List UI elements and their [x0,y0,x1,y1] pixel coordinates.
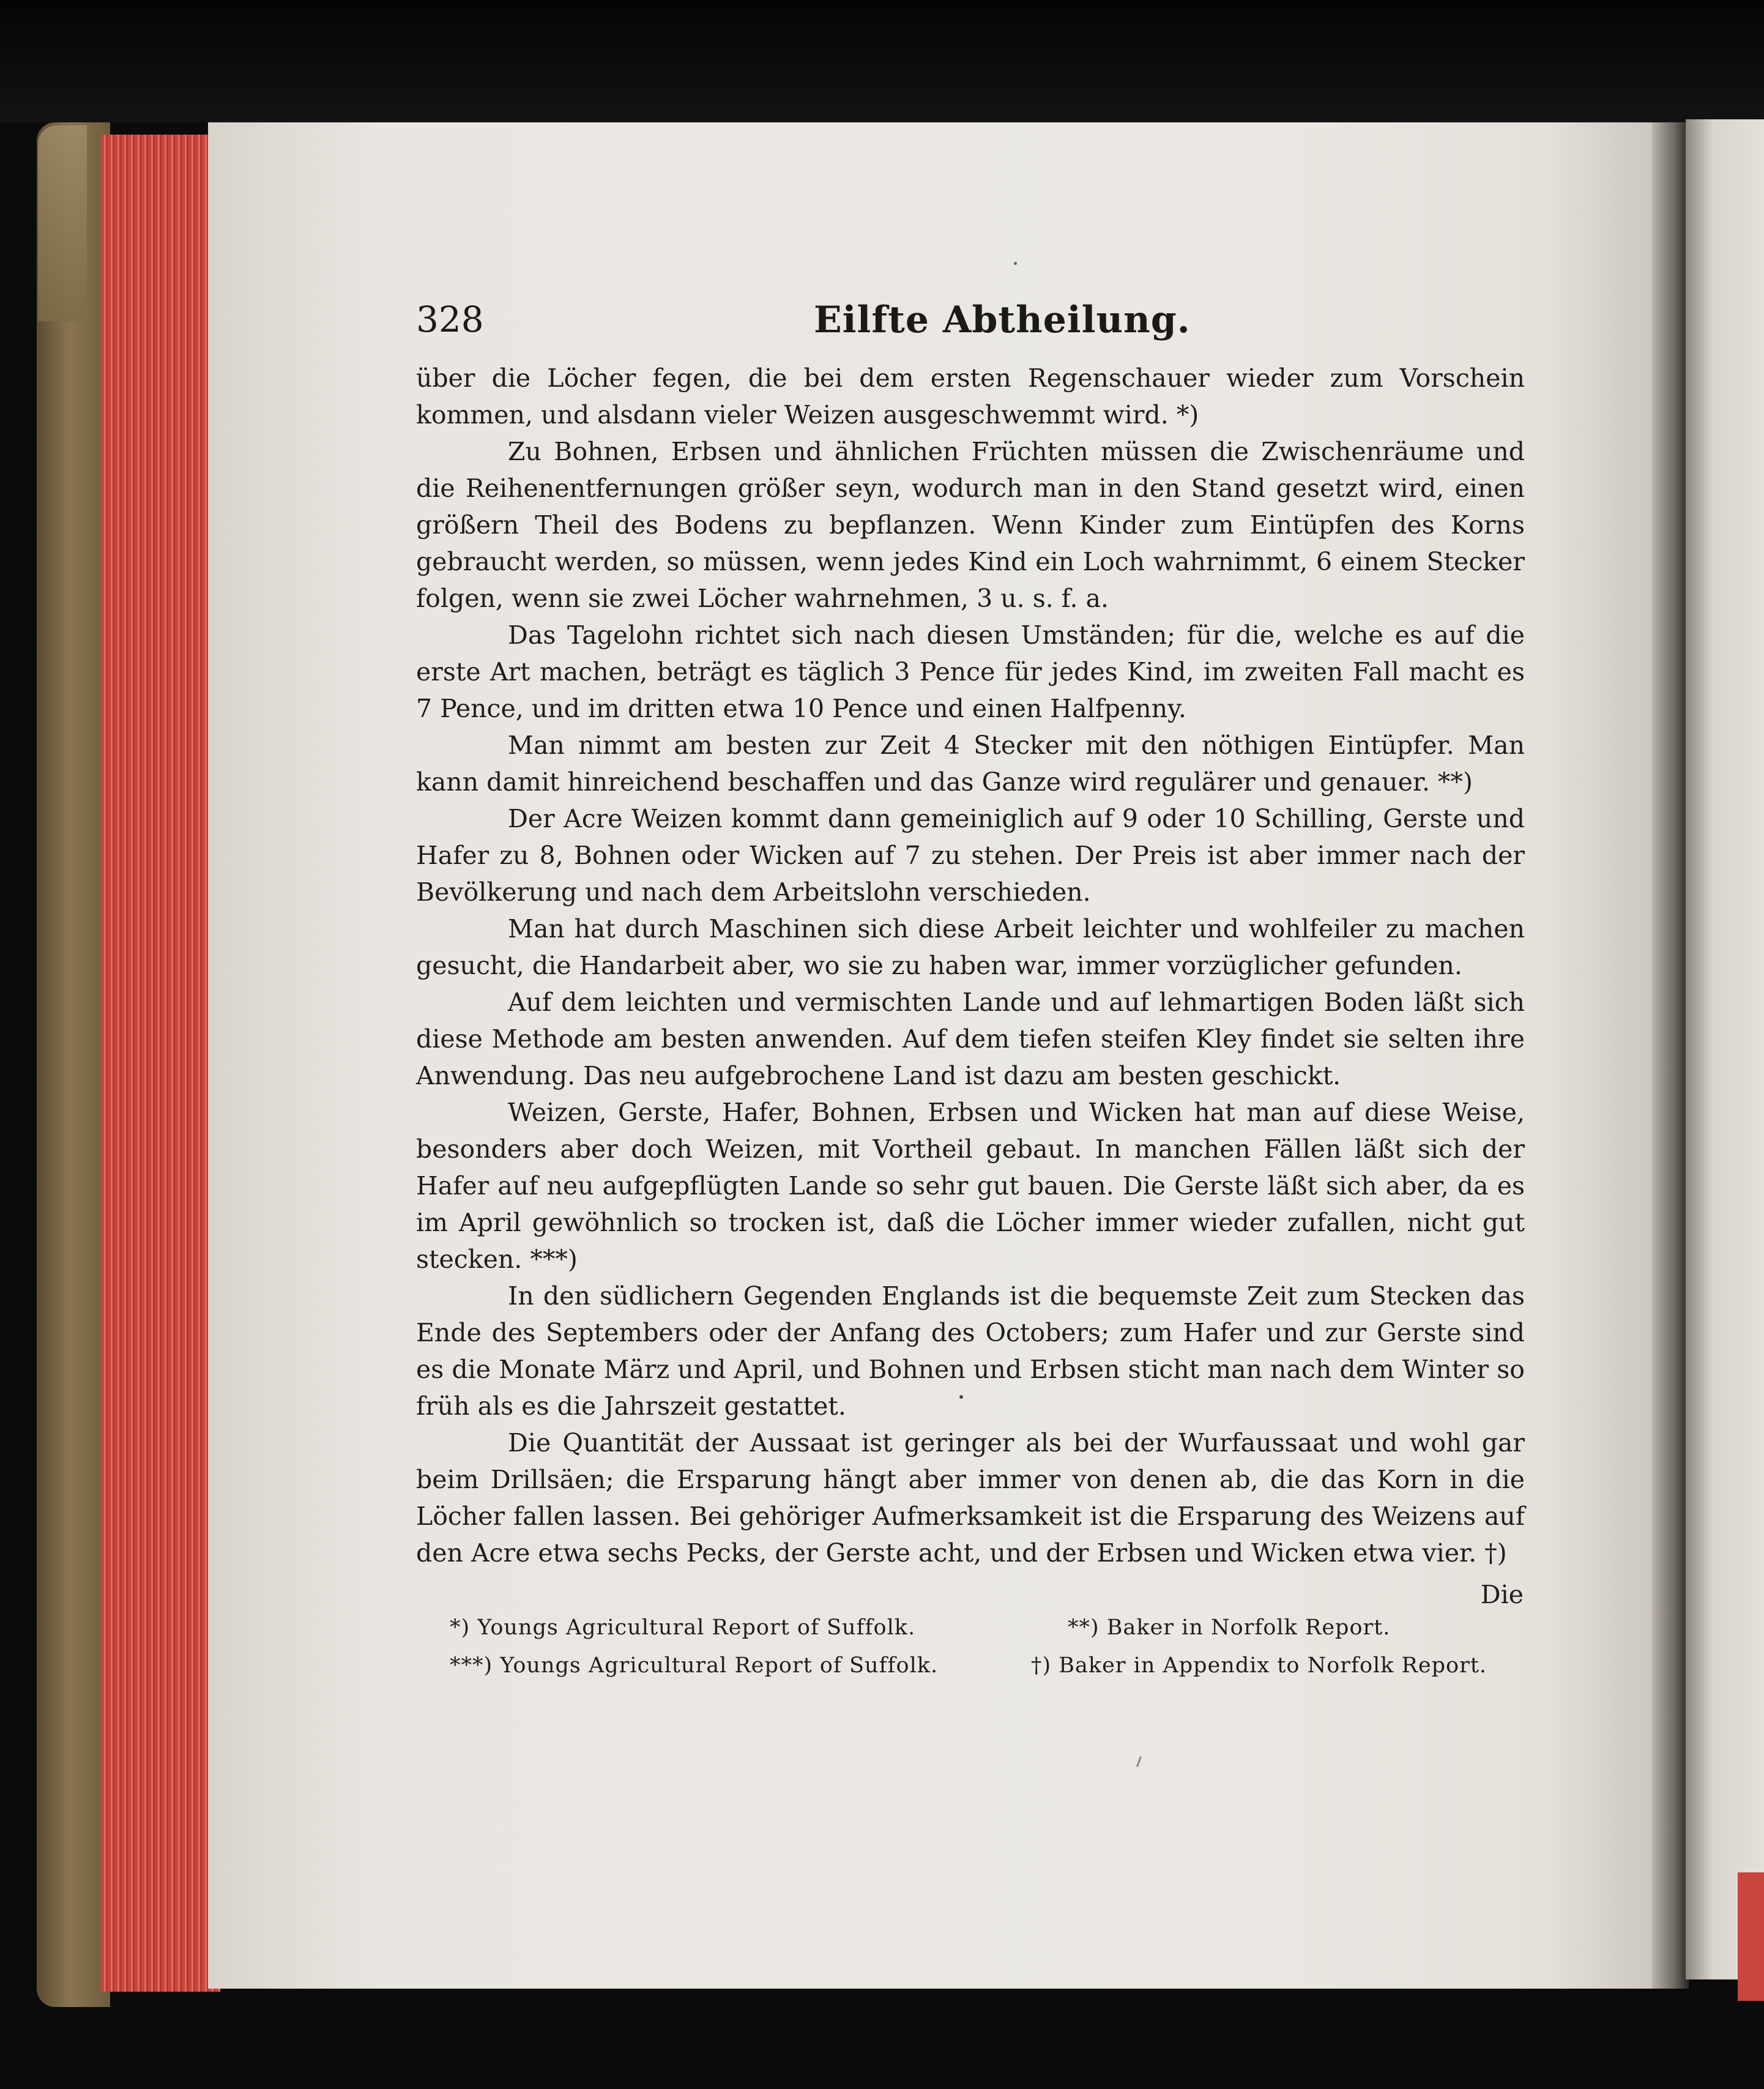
page-header [416,299,1517,354]
spine-wear [38,125,87,321]
paragraph: Man nimmt am besten zur Zeit 4 Stecker mit den nöthigen Eintüpfer. Man kann damit hinreichend beschaffen und das Ganze wird regulärer und genauer. **) [416,731,1525,797]
main-text [416,360,1525,1571]
facing-page-edge [1686,119,1764,1979]
book-gutter [1652,122,1689,1989]
facing-page-red-edge [1738,1872,1764,2001]
book-spine [37,122,110,2007]
page-number: 328 [416,299,484,340]
paragraph: In den südlichern Gegenden Englands ist die bequemste Zeit zum Stecken das Ende des Septembers oder der Anfang des Octobers; zum Hafer und zur Gerste sind es die Monate März und April, und Bohnen und Erbsen sticht man nach dem Winter so früh als es die Jahrszeit gestattet. [416,1281,1525,1421]
footnote: †) Baker in Appendix to Norfolk Report. [1031,1653,1487,1678]
paragraph: Weizen, Gerste, Hafer, Bohnen, Erbsen und Wicken hat man auf diese Weise, besonders aber doch Weizen, mit Vortheil gebaut. In manchen Fällen läßt sich der Hafer auf neu aufgepflügten Lande so sehr gut bauen. Die Gerste läßt sich aber, da es im April gewöhnlich so trocken ist, daß die Löcher immer wieder zufallen, nicht gut stecken. ***) [416,1098,1525,1274]
footnote: ***) Youngs Agricultural Report of Suffolk. [450,1653,939,1678]
paragraph: Auf dem leichten und vermischten Lande und auf lehmartigen Boden läßt sich diese Methode am besten anwenden. Auf dem tiefen steifen Kley findet sie selten ihre Anwendung. Das neu aufgebrochene Land ist dazu am besten geschickt. [416,988,1525,1090]
paragraph: Der Acre Weizen kommt dann gemeiniglich auf 9 oder 10 Schilling, Gerste und Hafer zu 8, Bohnen oder Wicken auf 7 zu stehen. Der Preis ist aber immer nach der Bevölkerung und nach dem Arbeitslohn verschieden. [416,804,1525,907]
paragraph: über die Löcher fegen, die bei dem ersten Regenschauer wieder zum Vorschein kommen, und alsdann vieler Weizen ausgeschwemmt wird. *) [416,363,1525,430]
paper-speck [1014,262,1017,265]
paragraph: Die Quantität der Aussaat ist geringer als bei der Wurfaussaat und wohl gar beim Drillsäen; die Ersparung hängt aber immer von denen ab, die das Korn in die Löcher fallen lassen. Bei gehöriger Aufmerksamkeit ist die Ersparung des Weizens auf den Acre etwa sechs Pecks, der Gerste acht, und der Erbsen und Wicken etwa vier. †) [416,1428,1525,1568]
paragraph: Zu Bohnen, Erbsen und ähnlichen Früchten müssen die Zwischenräume und die Reihenentfernungen größer seyn, wodurch man in den Stand gesetzt wird, einen größern Theil des Bodens zu bepflanzen. Wenn Kinder zum Eintüpfen des Korns gebraucht werden, so müssen, wenn jedes Kind ein Loch wahrnimmt, 6 einem Stecker folgen, wenn sie zwei Löcher wahrnehmen, 3 u. s. f. a. [416,437,1525,613]
running-title: Eilfte Abtheilung. [814,299,1191,341]
background-top [0,0,1764,122]
paragraph: Das Tagelohn richtet sich nach diesen Umständen; für die, welche es auf die erste Art machen, beträgt es täglich 3 Pence für jedes Kind, im zweiten Fall macht es 7 Pence, und im dritten etwa 10 Pence und einen Halfpenny. [416,620,1525,723]
catchword: Die [1480,1580,1524,1609]
page-edges-red [101,135,220,1992]
paragraph: Man hat durch Maschinen sich diese Arbeit leichter und wohlfeiler zu machen gesucht, die Handarbeit aber, wo sie zu haben war, immer vorzüglicher gefunden. [416,914,1525,980]
footnote: *) Youngs Agricultural Report of Suffolk. [450,1615,916,1640]
footnote: **) Baker in Norfolk Report. [1068,1615,1391,1640]
footnotes [450,1615,1527,1695]
